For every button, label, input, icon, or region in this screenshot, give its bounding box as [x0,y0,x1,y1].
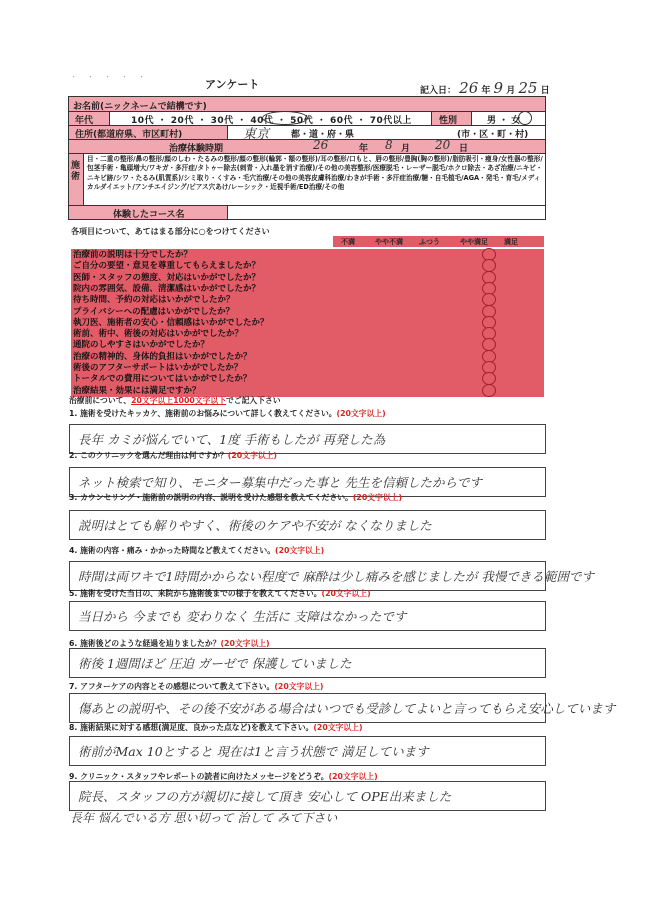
rating-options[interactable] [333,339,544,351]
rating-item-label: 術前、術中、術後の対応はいかがでしたか？ [71,328,333,340]
free-text-instruction: 治療前について、20文字以上1000文字以下でご記入下さい [69,396,281,405]
rating-row [69,328,544,340]
address-pref-suffix: 都・道・府・県 [291,130,355,140]
rating-row [69,339,544,351]
rating-options[interactable] [333,306,544,318]
rating-options[interactable] [333,294,544,306]
question-label: 7. アフターケアの内容とその感想について教えて下さい。(20文字以上) [69,682,324,691]
question-label: 2. このクリニックを選んだ理由は何ですか？(20文字以上) [69,451,277,460]
procedures-list: 目・二重の整形/鼻の整形/顔のしわ・たるみの整形/顔の整形(輪郭・額の整形)/耳の整形/口もと、唇の整形/豊胸(胸の整形)/脂肪吸引・痩身/女性器の整形/包茎手術・亀頭増大/ワキガ・多汗症/タトゥー除去(刺青・入れ墨を消す治療)/その他の美容整形/医療脱毛・レーザー脱毛/ホクロ除去・あざ治療/ニキビ・ニキビ跡/シワ・たるみ(肌質系)/シミ取り・くすみ・毛穴治療/その他の美容皮膚科治療/わきが手術・多汗症治療/糖・自毛植毛/AGA・発毛・育毛/メディカルダイエット/アンチエイジング/ピアス穴あけ/レーシック・近視手術/ED治療/その他 [87,155,543,192]
rating-item-label: 治療結果・効果には満足ですか？ [71,385,333,397]
answer-box[interactable] [69,510,546,540]
rating-options[interactable] [333,362,544,374]
answer-text: 院長、スタッフの方が親切に接して頂き 安心して OPE出来ました [78,789,452,804]
question-label: 9. クリニック・スタッフやレポートの読者に向けたメッセージをどうぞ。(20文字以上) [69,772,378,781]
faint-scan-marks: ・・・・・ [70,73,155,81]
rating-row [69,272,544,284]
rating-item-label: トータルでの費用についてはいかがでしたか？ [71,373,333,385]
rating-item-label: プライバシーへの配慮はいかがでしたか？ [71,306,333,318]
rating-row [69,351,544,363]
age-label: 年代 [75,116,94,126]
rating-options[interactable] [333,328,544,340]
answer-box[interactable] [69,781,546,811]
answer-box[interactable] [69,561,594,591]
question-label: 1. 施術を受けたキッカケ、施術前のお悩みについて詳しく教えてください。(20文字以上) [69,409,386,418]
rating-item-label: 治療前の説明は十分でしたか？ [71,249,333,261]
rating-item-label: 治療の精神的、身体的負担はいかがでしたか？ [71,351,333,363]
answer-text: 術前がMax 10とすると 現在は1と言う状態で 満足しています [78,744,429,759]
answer-text: 傷あとの説明や、その後不安がある場合はいつでも受診してよいと言ってもらえ安心しています [78,701,616,716]
rating-options[interactable] [333,351,544,363]
rating-options[interactable] [333,272,544,284]
rating-instruction: 各項目について、あてはまる部分に○をつけてください [71,227,270,236]
answer-text: ネット検索で知り、モニター募集中だった事と 先生を信頼したからです [78,475,482,490]
rating-row [69,294,544,306]
rating-row [69,317,544,329]
answer-box[interactable] [69,693,616,723]
rating-options[interactable] [333,249,544,261]
address-city-suffix: (市・区・町・村) [457,130,529,140]
rating-item-label: 術後のアフターサポートはいかがでしたか？ [71,362,333,374]
profile-section: お名前(ニックネームで結構です) 年代 10代 ・ 20代 ・ 30代 ・ 40代 ・ 50代 ・ 60代 ・ 70代以上 性別 男 ・ 女 住所(都道府県、市区町村) 東京 都・道・府・県 (市・区・町・村) 治療体験時期 26 年 8 月 20 日 施術 目・二重の整形/鼻の整形/顔のしわ・たるみの整形/顔の整形(輪郭・額の整形)/耳の整形/口もと、唇の整形/豊胸(胸の整形)/脂肪吸引・痩身/女性器の整形/包茎手術・亀頭増大/ワキガ・多汗症/タトゥー除去(刺青・入れ墨を消す治療)/その他の美容整形/医療脱毛・レーザー脱毛/ホクロ除去・あざ治療/ニキビ・ニキビ跡/シワ・たるみ(肌質系)/シミ取り・くすみ・毛穴治療/その他の美容皮膚科治療/わきが手術・多汗症治療/糖・自毛植毛/AGA・発毛・育毛/メディカルダイエット/アンチエイジング/ピアス穴あけ/レーシック・近視手術/ED治療/その他 体験したコース名 [68,96,546,220]
procedures-label: 施術 [71,161,81,182]
rating-scale-header: 不満 やや不満 ふつう やや満足 満足 [333,236,544,247]
rating-item-label: 待ち時間、予約の対応はいかがでしたか？ [71,294,333,306]
answer-box[interactable] [69,601,546,631]
rating-row [69,249,544,261]
treatment-month: 8 [385,138,393,152]
rating-options[interactable] [333,373,544,385]
answer-text: 時間は両ワキで1時間かからない程度で 麻酔は少し痛みを感じましたが 我慢できる範囲です [78,569,594,584]
rating-options[interactable] [333,283,544,295]
rating-options[interactable] [333,317,544,329]
address-value: 東京 [243,127,270,142]
rating-item-label: 通院のしやすさはいかがでしたか？ [71,339,333,351]
treatment-year: 26 [313,138,329,152]
rating-row [69,373,544,385]
page-title: アンケート [205,78,260,91]
treatment-day: 20 [435,138,451,152]
question-label: 3. カウンセリング・施術前の説明の内容、説明を受けた感想を教えてください。(20文字以上) [69,493,403,502]
treatment-date-label: 治療体験時期 [169,144,224,154]
gender-options[interactable]: 男 ・ 女 [487,116,521,126]
rating-options[interactable] [333,260,544,272]
rating-row [69,260,544,272]
answer-box[interactable] [69,648,546,678]
rating-item-label: 院内の雰囲気、設備、清潔感はいかがでしたか？ [71,283,333,295]
rating-row [69,283,544,295]
name-label: お名前(ニックネームで結構です) [73,102,207,112]
gender-label: 性別 [439,116,458,126]
rating-item-label: 執刀医、施術者の安心・信頼感はいかがでしたか？ [71,317,333,329]
age-options[interactable]: 10代 ・ 20代 ・ 30代 ・ 40代 ・ 50代 ・ 60代 ・ 70代以上 [131,116,412,126]
course-label: 体験したコース名 [113,210,185,220]
rating-item-label: 医師・スタッフの態度、対応はいかがでしたか？ [71,272,333,284]
question-label: 6. 施術後どのような経過を辿りましたか？(20文字以上) [69,639,270,648]
gender-selection-circle [518,111,532,125]
rating-row [69,362,544,374]
rating-options[interactable] [333,385,544,397]
question-label: 4. 施術の内容・痛み・かかった時間など教えてください。(20文字以上) [69,546,325,555]
question-label: 8. 施術結果に対する感想(満足度、良かった点など)を教えて下さい。(20文字以上) [69,723,363,732]
answer-text-overflow: 長年 悩んでいる方 思い切って 治して みて下さい [70,811,338,825]
rating-item-label: ご自分の要望・意見を尊重してもらえましたか？ [71,260,333,272]
entry-date: 記入日： 26 年 9 月 25 日 [420,79,550,97]
selected-rating-circle [482,384,496,397]
address-label: 住所(都道府県、市区町村) [75,130,183,140]
answer-text: 長年 カミが悩んでいて、1度 手術もしたが 再発した為 [78,432,386,447]
rating-row [69,306,544,318]
answer-text: 当日から 今までも 変わりなく 生活に 支障はなかったです [78,609,407,624]
answer-text: 術後 1週間ほど 圧迫 ガーゼで 保護していました [78,656,352,671]
answer-box[interactable] [69,736,546,766]
question-label: 5. 施術を受けた当日の、来院から施術後までの様子を教えてください。(20文字以上) [69,589,371,598]
answer-text: 説明はとても解りやすく、術後のケアや不安が なくなりました [78,518,432,533]
